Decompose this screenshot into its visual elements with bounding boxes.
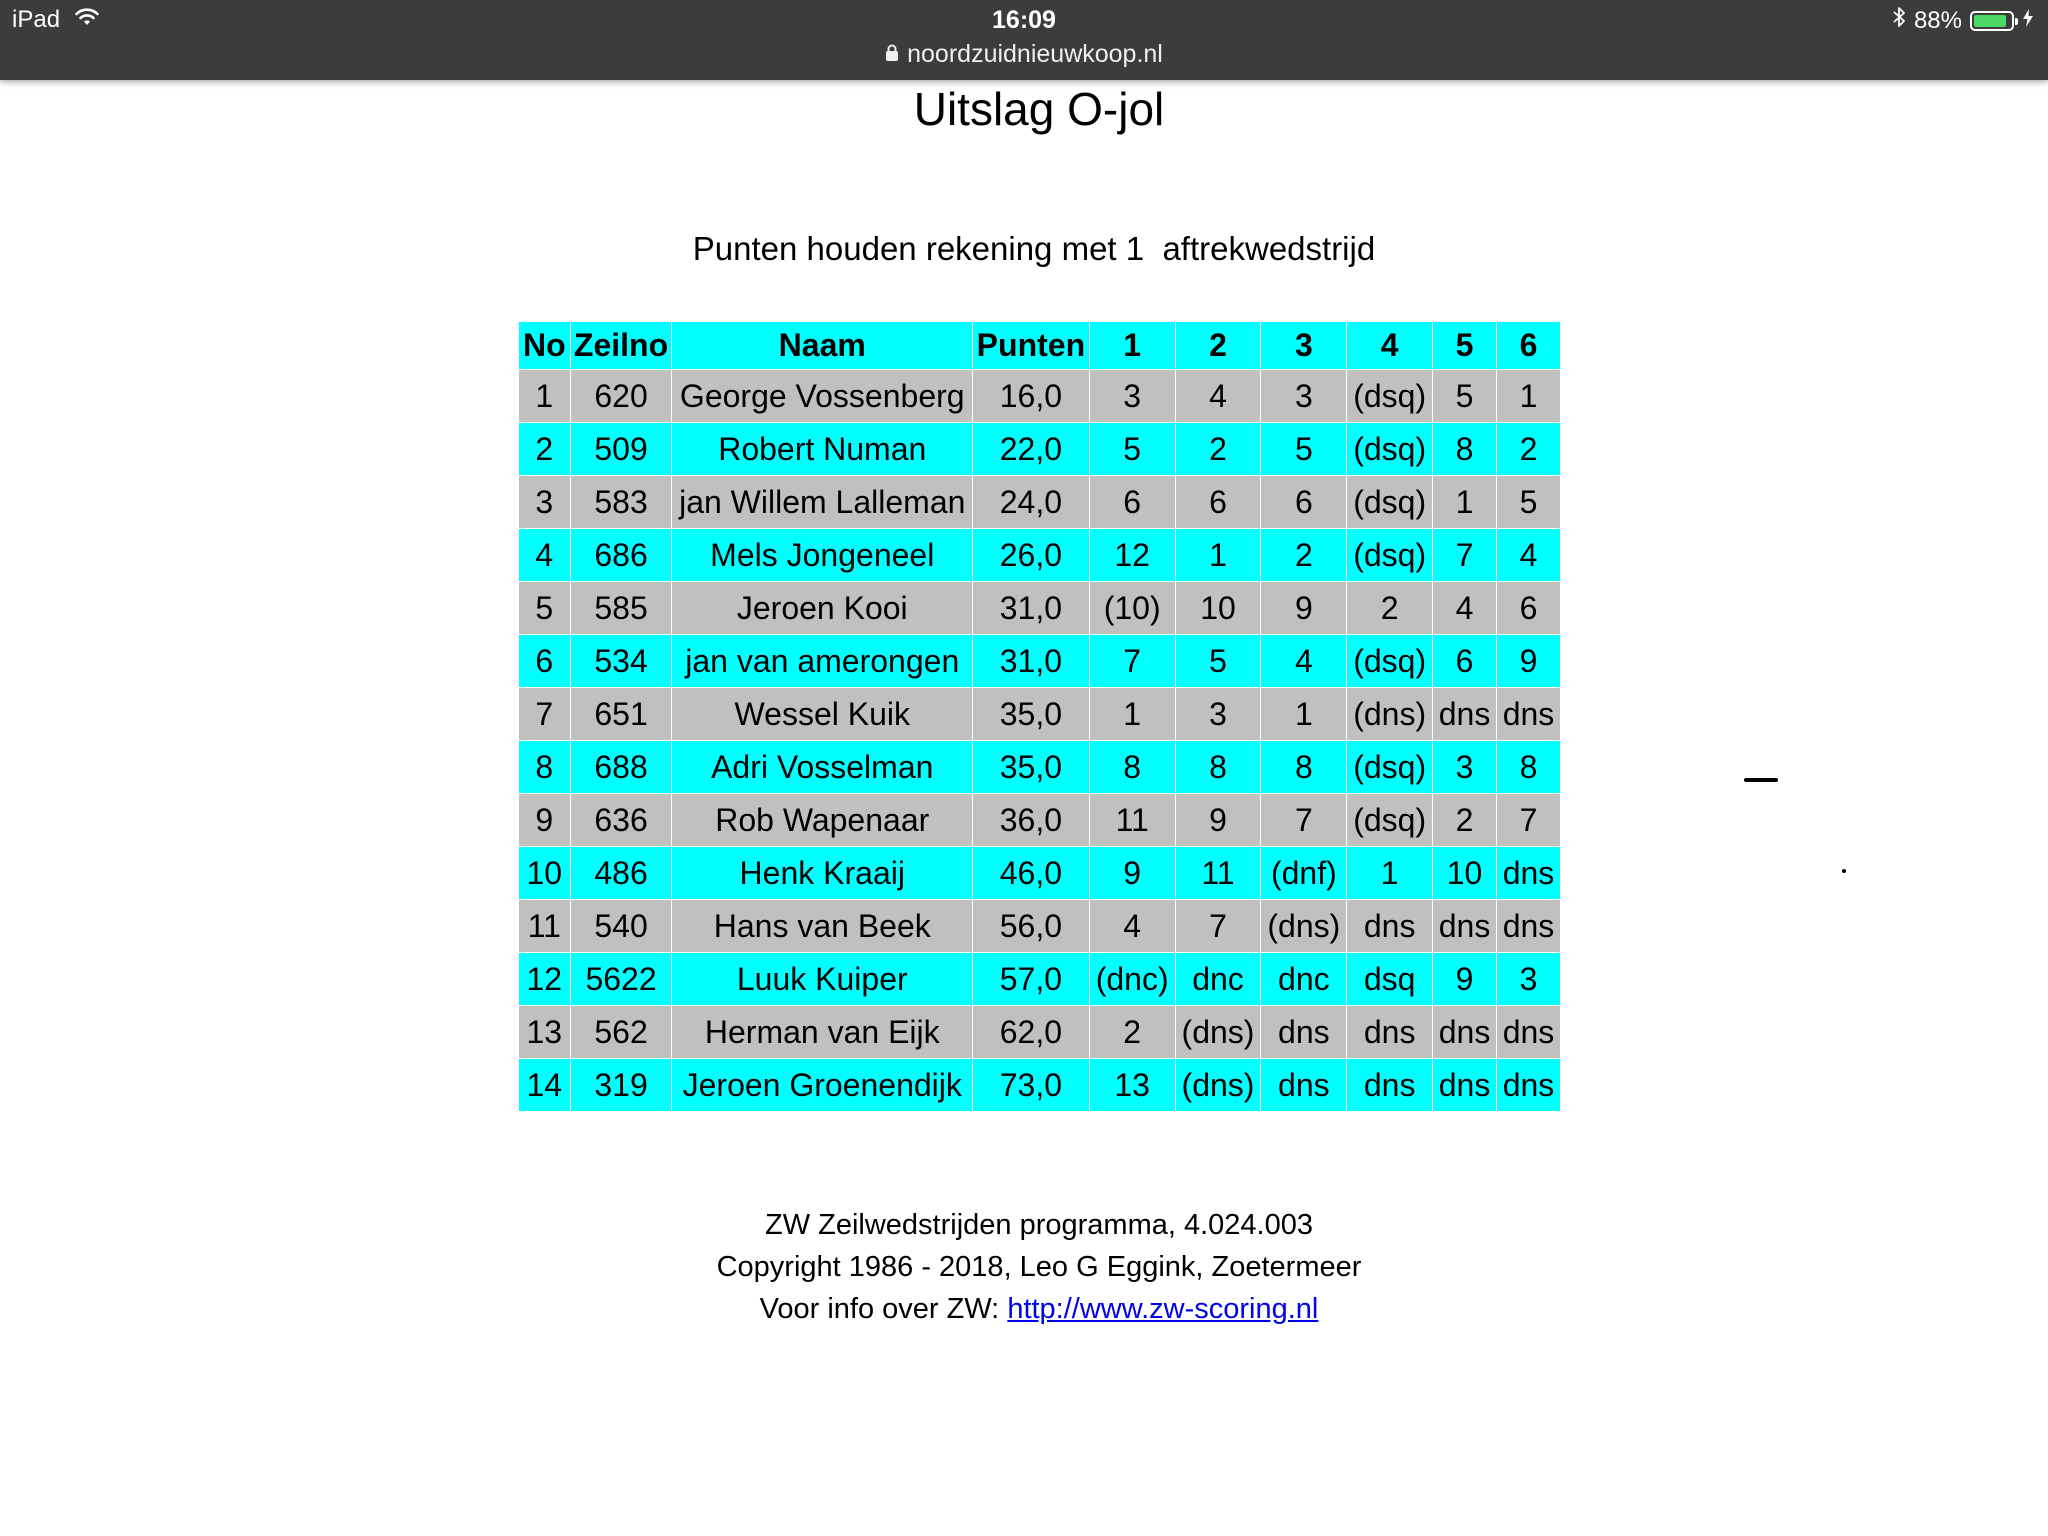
table-row: [519, 476, 1561, 529]
cell-race-3: (dns): [1261, 900, 1347, 953]
cell-race-3: 2: [1261, 529, 1347, 582]
cell-punten: 31,0: [973, 582, 1090, 635]
cell-race-2: 9: [1175, 794, 1261, 847]
table-row: [519, 741, 1561, 794]
table-row: [519, 847, 1561, 900]
cell-zeilno: 319: [570, 1059, 672, 1112]
cell-race-4: dsq: [1347, 953, 1433, 1006]
cell-no: 12: [519, 953, 571, 1006]
cell-race-1: 11: [1089, 794, 1175, 847]
page-title: Uitslag O-jol: [913, 83, 1165, 135]
table-row: [519, 1006, 1561, 1059]
cell-zeilno: 686: [570, 529, 672, 582]
cell-naam: Wessel Kuik: [672, 688, 973, 741]
cell-naam: Rob Wapenaar: [672, 794, 973, 847]
charging-icon: [2022, 7, 2034, 35]
cell-race-5: 9: [1433, 953, 1497, 1006]
clock: 16:09: [992, 6, 1056, 34]
cell-no: 10: [519, 847, 571, 900]
cell-zeilno: 5622: [570, 953, 672, 1006]
cell-race-4: (dsq): [1347, 423, 1433, 476]
footer-program-version: ZW Zeilwedstrijden programma, 4.024.003: [764, 1209, 1313, 1241]
cell-race-5: 4: [1433, 582, 1497, 635]
col-header-naam: Naam: [672, 322, 973, 370]
cell-race-4: (dns): [1347, 688, 1433, 741]
cell-race-1: 12: [1089, 529, 1175, 582]
cell-zeilno: 651: [570, 688, 672, 741]
col-header-race-3: 3: [1261, 322, 1347, 370]
battery-percentage: 88%: [1913, 6, 1962, 34]
cell-race-3: 4: [1261, 635, 1347, 688]
cell-race-5: 8: [1433, 423, 1497, 476]
cell-race-4: (dsq): [1347, 741, 1433, 794]
cell-no: 9: [519, 794, 571, 847]
footer-info-line: [0, 1288, 2048, 1330]
col-header-race-2: 2: [1175, 322, 1261, 370]
results-table-body: [519, 370, 1561, 1112]
cell-race-5: 3: [1433, 741, 1497, 794]
cell-race-6: dns: [1497, 847, 1561, 900]
cell-naam: Mels Jongeneel: [672, 529, 973, 582]
cell-naam: Herman van Eijk: [672, 1006, 973, 1059]
cell-punten: 16,0: [973, 370, 1090, 423]
device-label: iPad: [12, 6, 61, 33]
page-subtitle: Punten houden rekening met 1 aftrekwedstrijd: [692, 230, 1376, 267]
cell-no: 6: [519, 635, 571, 688]
cell-naam: jan Willem Lalleman: [672, 476, 973, 529]
cell-race-5: 7: [1433, 529, 1497, 582]
cell-zeilno: 583: [570, 476, 672, 529]
status-right: [1892, 6, 2034, 35]
cell-punten: 57,0: [973, 953, 1090, 1006]
zw-scoring-link[interactable]: http://www.zw-scoring.nl: [1007, 1293, 1319, 1325]
cell-race-2: 6: [1175, 476, 1261, 529]
battery-icon: [1970, 11, 2014, 31]
cell-naam: Hans van Beek: [672, 900, 973, 953]
cell-punten: 31,0: [973, 635, 1090, 688]
cell-no: 13: [519, 1006, 571, 1059]
col-header-race-6: 6: [1497, 322, 1561, 370]
cell-race-5: 2: [1433, 794, 1497, 847]
cell-race-2: 1: [1175, 529, 1261, 582]
table-row: [519, 423, 1561, 476]
stray-dash-mark: [1744, 778, 1778, 782]
table-row: [519, 582, 1561, 635]
lock-icon: [885, 40, 899, 69]
cell-race-6: 2: [1497, 423, 1561, 476]
cell-race-6: 9: [1497, 635, 1561, 688]
cell-race-5: dns: [1433, 1059, 1497, 1112]
cell-zeilno: 509: [570, 423, 672, 476]
cell-race-4: 1: [1347, 847, 1433, 900]
table-row: [519, 1059, 1561, 1112]
cell-punten: 35,0: [973, 741, 1090, 794]
cell-race-6: 1: [1497, 370, 1561, 423]
cell-no: 3: [519, 476, 571, 529]
cell-no: 11: [519, 900, 571, 953]
cell-no: 5: [519, 582, 571, 635]
cell-race-6: dns: [1497, 1006, 1561, 1059]
cell-race-4: (dsq): [1347, 529, 1433, 582]
cell-race-3: dns: [1261, 1059, 1347, 1112]
col-header-race-1: 1: [1089, 322, 1175, 370]
cell-no: 8: [519, 741, 571, 794]
cell-race-2: dnc: [1175, 953, 1261, 1006]
cell-race-4: (dsq): [1347, 370, 1433, 423]
cell-race-1: 5: [1089, 423, 1175, 476]
cell-naam: jan van amerongen: [672, 635, 973, 688]
cell-race-4: (dsq): [1347, 476, 1433, 529]
cell-race-6: 7: [1497, 794, 1561, 847]
cell-no: 7: [519, 688, 571, 741]
cell-race-1: 6: [1089, 476, 1175, 529]
cell-no: 4: [519, 529, 571, 582]
cell-race-6: 6: [1497, 582, 1561, 635]
col-header-punten: Punten: [973, 322, 1090, 370]
cell-race-5: 6: [1433, 635, 1497, 688]
cell-naam: George Vossenberg: [672, 370, 973, 423]
cell-race-5: 5: [1433, 370, 1497, 423]
cell-race-2: 3: [1175, 688, 1261, 741]
bluetooth-icon: [1892, 6, 1906, 35]
cell-race-6: dns: [1497, 1059, 1561, 1112]
cell-race-2: (dns): [1175, 1059, 1261, 1112]
cell-race-4: (dsq): [1347, 794, 1433, 847]
footer: [0, 1204, 2048, 1330]
cell-race-3: (dnf): [1261, 847, 1347, 900]
cell-race-3: 1: [1261, 688, 1347, 741]
table-row: [519, 900, 1561, 953]
cell-race-5: dns: [1433, 1006, 1497, 1059]
cell-race-1: 2: [1089, 1006, 1175, 1059]
cell-race-3: dnc: [1261, 953, 1347, 1006]
battery-level: [1974, 15, 2006, 27]
cell-race-6: 8: [1497, 741, 1561, 794]
cell-zeilno: 562: [570, 1006, 672, 1059]
cell-zeilno: 585: [570, 582, 672, 635]
cell-naam: Robert Numan: [672, 423, 973, 476]
cell-race-1: 13: [1089, 1059, 1175, 1112]
col-header-race-5: 5: [1433, 322, 1497, 370]
cell-zeilno: 486: [570, 847, 672, 900]
ios-status-bar: [0, 0, 2048, 80]
cell-race-2: 5: [1175, 635, 1261, 688]
cell-race-3: 9: [1261, 582, 1347, 635]
cell-race-1: 4: [1089, 900, 1175, 953]
cell-race-5: 10: [1433, 847, 1497, 900]
cell-race-1: (dnc): [1089, 953, 1175, 1006]
cell-race-2: 4: [1175, 370, 1261, 423]
cell-race-4: dns: [1347, 1006, 1433, 1059]
cell-no: 1: [519, 370, 571, 423]
cell-race-3: dns: [1261, 1006, 1347, 1059]
footer-info-label: Voor info over ZW:: [759, 1293, 1008, 1325]
cell-race-2: 8: [1175, 741, 1261, 794]
cell-race-2: 10: [1175, 582, 1261, 635]
cell-no: 2: [519, 423, 571, 476]
table-row: [519, 794, 1561, 847]
table-row: [519, 529, 1561, 582]
cell-race-2: 11: [1175, 847, 1261, 900]
cell-race-5: 1: [1433, 476, 1497, 529]
cell-race-1: 7: [1089, 635, 1175, 688]
cell-race-4: dns: [1347, 1059, 1433, 1112]
cell-naam: Adri Vosselman: [672, 741, 973, 794]
cell-zeilno: 534: [570, 635, 672, 688]
cell-race-4: 2: [1347, 582, 1433, 635]
cell-zeilno: 620: [570, 370, 672, 423]
cell-race-1: 8: [1089, 741, 1175, 794]
cell-naam: Henk Kraaij: [672, 847, 973, 900]
cell-punten: 22,0: [973, 423, 1090, 476]
url-text[interactable]: noordzuidnieuwkoop.nl: [907, 40, 1163, 68]
battery-tip: [2015, 18, 2018, 25]
table-row: [519, 953, 1561, 1006]
cell-race-3: 6: [1261, 476, 1347, 529]
cell-naam: Jeroen Kooi: [672, 582, 973, 635]
cell-race-1: (10): [1089, 582, 1175, 635]
cell-race-3: 7: [1261, 794, 1347, 847]
cell-punten: 24,0: [973, 476, 1090, 529]
cell-race-6: dns: [1497, 688, 1561, 741]
cell-punten: 62,0: [973, 1006, 1090, 1059]
table-row: [519, 688, 1561, 741]
results-table: [518, 321, 1561, 1112]
cell-race-2: 2: [1175, 423, 1261, 476]
cell-race-6: 5: [1497, 476, 1561, 529]
cell-race-6: 4: [1497, 529, 1561, 582]
cell-zeilno: 636: [570, 794, 672, 847]
cell-punten: 36,0: [973, 794, 1090, 847]
cell-punten: 56,0: [973, 900, 1090, 953]
cell-race-6: 3: [1497, 953, 1561, 1006]
cell-no: 14: [519, 1059, 571, 1112]
cell-race-6: dns: [1497, 900, 1561, 953]
cell-race-2: (dns): [1175, 1006, 1261, 1059]
cell-race-3: 5: [1261, 423, 1347, 476]
cell-race-3: 8: [1261, 741, 1347, 794]
stray-dot-mark: [1842, 869, 1846, 873]
cell-punten: 73,0: [973, 1059, 1090, 1112]
cell-race-4: (dsq): [1347, 635, 1433, 688]
cell-race-2: 7: [1175, 900, 1261, 953]
col-header-zeilno: Zeilno: [570, 322, 672, 370]
col-header-race-4: 4: [1347, 322, 1433, 370]
table-row: [519, 370, 1561, 423]
cell-race-1: 9: [1089, 847, 1175, 900]
footer-copyright: Copyright 1986 - 2018, Leo G Eggink, Zoetermeer: [716, 1251, 1362, 1283]
cell-race-4: dns: [1347, 900, 1433, 953]
cell-punten: 35,0: [973, 688, 1090, 741]
cell-race-5: dns: [1433, 900, 1497, 953]
cell-race-5: dns: [1433, 688, 1497, 741]
cell-zeilno: 540: [570, 900, 672, 953]
cell-race-1: 1: [1089, 688, 1175, 741]
col-header-no: No: [519, 322, 571, 370]
address-bar[interactable]: [0, 40, 2048, 69]
cell-race-1: 3: [1089, 370, 1175, 423]
cell-zeilno: 688: [570, 741, 672, 794]
cell-punten: 46,0: [973, 847, 1090, 900]
cell-naam: Jeroen Groenendijk: [672, 1059, 973, 1112]
cell-naam: Luuk Kuiper: [672, 953, 973, 1006]
table-header-row: [519, 322, 1561, 370]
table-row: [519, 635, 1561, 688]
cell-punten: 26,0: [973, 529, 1090, 582]
cell-race-3: 3: [1261, 370, 1347, 423]
